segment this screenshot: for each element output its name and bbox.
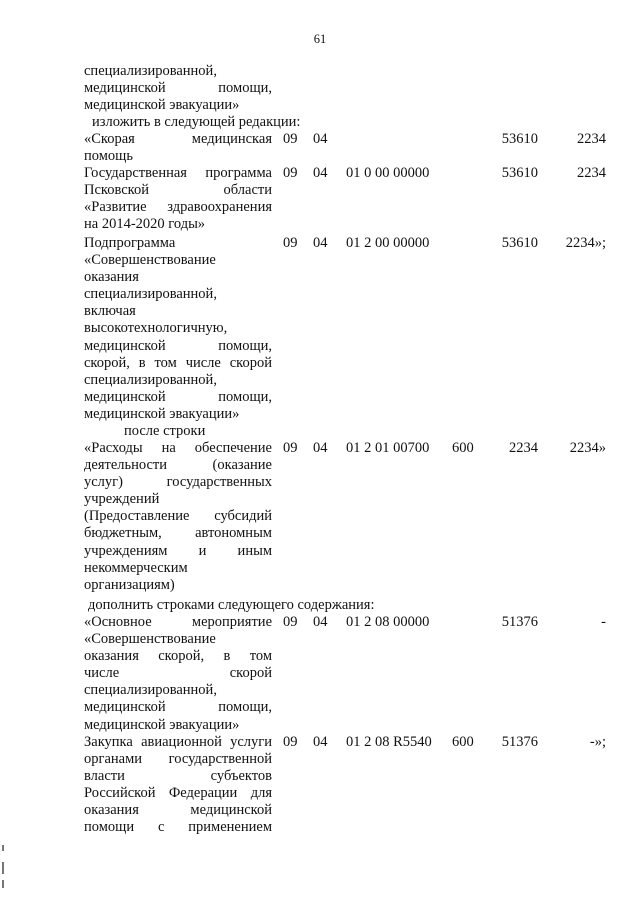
text-line: «Совершенствование bbox=[84, 252, 216, 269]
text-line: медицинской помощи, bbox=[84, 337, 272, 354]
table-cell-subsection: 04 bbox=[313, 734, 328, 750]
text-line: Государственная программа bbox=[84, 165, 272, 181]
text-line: включая bbox=[84, 303, 136, 320]
instruction-add: дополнить строками следующего содержания: bbox=[88, 597, 375, 613]
text-line: медицинской помощи, bbox=[84, 80, 272, 97]
text-line: специализированной, bbox=[84, 371, 217, 388]
text-line: Закупка авиационной услуги bbox=[84, 734, 272, 750]
text-line: Российской Федерации для bbox=[84, 785, 272, 802]
table-cell-amount-1: 2234 bbox=[509, 440, 538, 456]
table-cell-amount-2: -»; bbox=[589, 734, 606, 750]
instruction-after: после строки bbox=[124, 423, 206, 439]
text-line: некоммерческим bbox=[84, 559, 188, 576]
text-line: услуг) государственных bbox=[84, 474, 272, 491]
text-line: скорой, в том числе скорой bbox=[84, 354, 272, 371]
table-cell-amount-2: 2234» bbox=[569, 440, 606, 456]
table-cell-subsection: 04 bbox=[313, 235, 328, 251]
text-line: органами государственной bbox=[84, 751, 272, 768]
text-line: помощи с применением bbox=[84, 819, 272, 836]
table-cell-expense-type: 600 bbox=[452, 734, 474, 750]
text-line: организациям) bbox=[84, 576, 175, 593]
table-cell-amount-1: 53610 bbox=[501, 131, 538, 147]
text-line: специализированной, bbox=[84, 63, 217, 79]
scan-mark bbox=[2, 880, 4, 888]
table-cell-section: 09 bbox=[283, 734, 298, 750]
text-line: учреждений bbox=[84, 491, 160, 508]
text-line: специализированной, bbox=[84, 286, 217, 303]
instruction-replace: изложить в следующей редакции: bbox=[92, 114, 301, 130]
table-cell-amount-1: 51376 bbox=[501, 734, 538, 750]
text-line: помощь bbox=[84, 148, 133, 165]
text-line: «Совершенствование bbox=[84, 631, 216, 648]
table-cell-target-code: 01 2 01 00700 bbox=[346, 440, 430, 456]
text-line: «Скорая медицинская bbox=[84, 131, 272, 147]
table-cell-subsection: 04 bbox=[313, 165, 328, 181]
table-cell-subsection: 04 bbox=[313, 440, 328, 456]
text-line: медицинской помощи, bbox=[84, 699, 272, 716]
text-line: власти субъектов bbox=[84, 768, 272, 785]
page-number: 61 bbox=[313, 32, 327, 46]
intro-text bbox=[84, 63, 272, 114]
table-cell-section: 09 bbox=[283, 440, 298, 456]
table-cell-amount-2: 2234»; bbox=[565, 235, 606, 251]
text-line: оказания медицинской bbox=[84, 802, 272, 819]
text-line: (Предоставление субсидий bbox=[84, 508, 272, 525]
text-line: на 2014-2020 годы» bbox=[84, 216, 206, 233]
table-cell-amount-2: - bbox=[601, 614, 606, 630]
text-line: учреждениям и иным bbox=[84, 542, 272, 559]
table-cell-subsection: 04 bbox=[313, 131, 328, 147]
text-line: деятельности (оказание bbox=[84, 457, 272, 474]
scan-mark bbox=[2, 845, 4, 851]
table-cell-target-code: 01 2 08 00000 bbox=[346, 614, 430, 630]
table-cell-section: 09 bbox=[283, 235, 298, 251]
table-cell-section: 09 bbox=[283, 614, 298, 630]
table-cell-amount-1: 53610 bbox=[501, 165, 538, 181]
table-cell-section: 09 bbox=[283, 165, 298, 181]
text-line: специализированной, bbox=[84, 682, 217, 699]
text-line: бюджетным, автономным bbox=[84, 525, 272, 542]
table-cell-subsection: 04 bbox=[313, 614, 328, 630]
text-line: Подпрограмма bbox=[84, 235, 176, 251]
text-line: числе скорой bbox=[84, 665, 272, 682]
text-line: оказания bbox=[84, 269, 139, 286]
table-row-description bbox=[84, 614, 272, 734]
table-row-description bbox=[84, 440, 272, 594]
table-cell-target-code: 01 2 00 00000 bbox=[346, 235, 430, 251]
table-row-description bbox=[84, 165, 272, 233]
text-line: «Развитие здравоохранения bbox=[84, 199, 272, 216]
table-cell-amount-1: 53610 bbox=[501, 235, 538, 251]
table-cell-target-code: 01 2 08 R5540 bbox=[346, 734, 432, 750]
table-cell-amount-2: 2234 bbox=[577, 165, 606, 181]
table-row-description bbox=[84, 131, 272, 165]
text-line: «Основное мероприятие bbox=[84, 614, 272, 630]
text-line: медицинской эвакуации» bbox=[84, 716, 240, 733]
text-line: медицинской помощи, bbox=[84, 388, 272, 405]
table-row-description bbox=[84, 734, 272, 837]
text-line: медицинской эвакуации» bbox=[84, 405, 240, 422]
table-cell-section: 09 bbox=[283, 131, 298, 147]
table-cell-expense-type: 600 bbox=[452, 440, 474, 456]
scan-mark bbox=[2, 862, 4, 874]
text-line: Псковской области bbox=[84, 182, 272, 199]
text-line: медицинской эвакуации» bbox=[84, 97, 240, 114]
table-cell-amount-2: 2234 bbox=[577, 131, 606, 147]
text-line: «Расходы на обеспечение bbox=[84, 440, 272, 456]
table-cell-target-code: 01 0 00 00000 bbox=[346, 165, 430, 181]
table-cell-amount-1: 51376 bbox=[501, 614, 538, 630]
text-line: высокотехнологичную, bbox=[84, 320, 228, 337]
table-row-description bbox=[84, 235, 272, 423]
text-line: оказания скорой, в том bbox=[84, 648, 272, 665]
